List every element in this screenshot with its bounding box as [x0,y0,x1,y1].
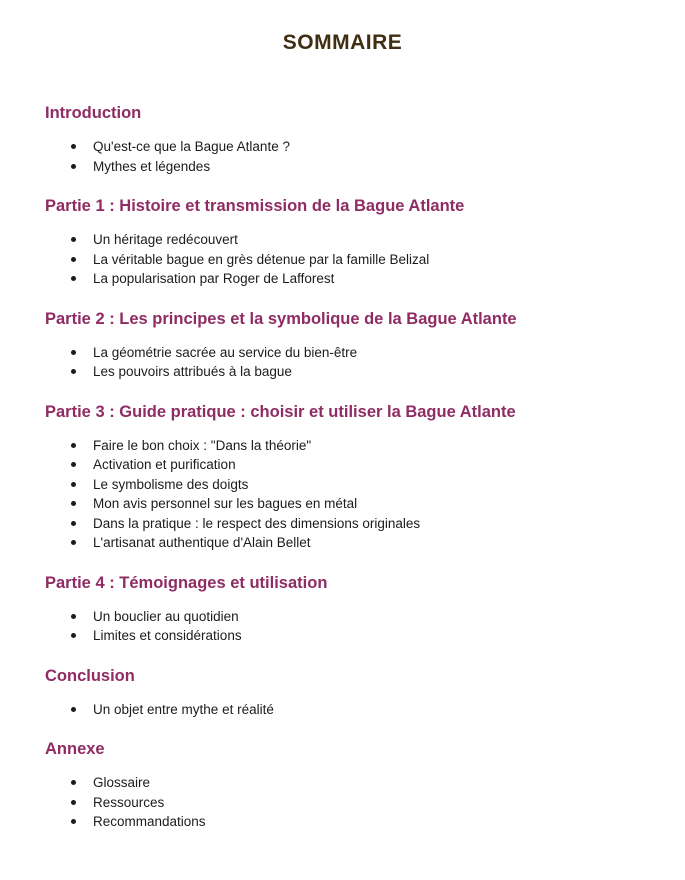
toc-item-label: Le symbolisme des doigts [93,476,249,492]
bullet-icon [71,482,76,487]
toc-item-label: Un bouclier au quotidien [93,608,239,624]
bullet-icon [71,237,76,242]
bullet-icon [71,633,76,638]
toc-section [45,573,640,646]
toc-item-label: Les pouvoirs attribués à la bague [93,364,292,379]
toc-section [45,309,640,382]
toc-item [45,533,640,553]
bullet-icon [71,257,76,262]
section-heading: Partie 1 : Histoire et transmission de la Bague Atlante [45,197,465,215]
toc-sections [45,103,640,832]
bullet-list [45,607,640,646]
toc-item [45,607,640,627]
toc-item-label: Mon avis personnel sur les bagues en métal [93,496,358,511]
toc-section [45,103,640,176]
toc-item [45,475,640,495]
toc-item-label: La popularisation par Roger de Lafforest [93,271,335,286]
toc-item-label: La géométrie sacrée au service du bien-être [93,344,358,360]
bullet-list [45,436,640,553]
bullet-icon [71,540,76,545]
toc-section [45,402,640,553]
toc-item [45,137,640,157]
section-heading: Annexe [45,740,105,758]
toc-section [45,666,640,720]
page-title: SOMMAIRE [282,31,403,54]
toc-item [45,157,640,177]
toc-item [45,362,640,382]
section-heading: Introduction [45,104,142,122]
bullet-icon [71,369,76,374]
toc-item-label: Un héritage redécouvert [93,232,238,247]
toc-item-label: Ressources [93,794,165,810]
bullet-list [45,700,640,720]
bullet-icon [71,819,76,824]
bullet-icon [71,614,76,619]
bullet-icon [71,443,76,448]
bullet-icon [71,800,76,805]
toc-item [45,494,640,514]
toc-item [45,793,640,813]
toc-item [45,250,640,270]
toc-item [45,773,640,793]
toc-item [45,436,640,456]
section-heading: Conclusion [45,666,135,685]
toc-item-label: Mythes et légendes [93,158,211,174]
bullet-icon [71,501,76,506]
section-heading: Partie 4 : Témoignages et utilisation [45,573,328,592]
toc-item [45,230,640,250]
document-page [0,30,685,880]
toc-item [45,700,640,720]
bullet-icon [71,521,76,526]
bullet-list [45,230,640,289]
bullet-icon [71,164,76,169]
toc-item [45,812,640,832]
section-heading: Partie 3 : Guide pratique : choisir et utiliser la Bague Atlante [45,402,516,421]
bullet-icon [71,780,76,785]
toc-item-label: Limites et considérations [93,628,242,643]
toc-item-label: Un objet entre mythe et réalité [93,701,274,717]
toc-item-label: La véritable bague en grès détenue par la famille Belizal [93,251,430,267]
toc-item [45,514,640,534]
toc-item [45,455,640,475]
bullet-icon [71,144,76,149]
toc-item-label: Glossaire [93,775,151,790]
toc-item [45,626,640,646]
bullet-list [45,343,640,382]
toc-item-label: Dans la pratique : le respect des dimensions originales [93,515,421,531]
toc-item [45,269,640,289]
toc-item-label: Recommandations [93,814,206,829]
toc-item-label: L'artisanat authentique d'Alain Bellet [93,535,311,550]
section-heading: Partie 2 : Les principes et la symbolique de la Bague Atlante [45,309,517,328]
bullet-list [45,773,640,832]
bullet-icon [71,707,76,712]
bullet-icon [71,276,76,281]
toc-section [45,739,640,832]
bullet-icon [71,462,76,467]
toc-item [45,343,640,363]
toc-item-label: Qu'est-ce que la Bague Atlante ? [93,139,290,154]
toc-item-label: Faire le bon choix : "Dans la théorie" [93,437,312,453]
bullet-icon [71,350,76,355]
toc-section [45,196,640,289]
bullet-list [45,137,640,176]
toc-item-label: Activation et purification [93,457,236,472]
